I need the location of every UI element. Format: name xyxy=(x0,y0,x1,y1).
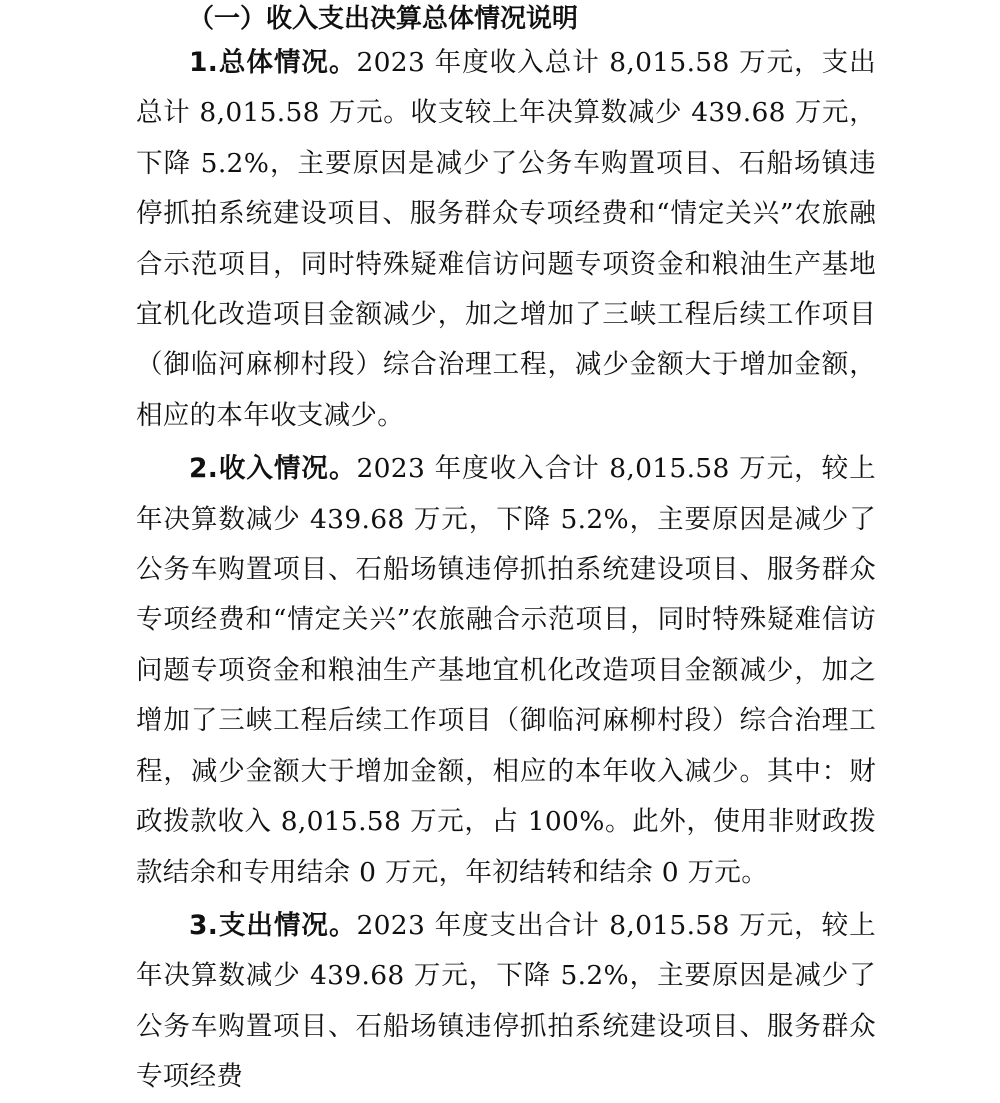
paragraph-lead-expense: 3.支出情况。 xyxy=(189,909,357,941)
paragraph-body-income: 2023 年度收入合计 8,015.58 万元，较上年决算数减少 439.68 万元，下降 5.2%，主要原因是减少了公务车购置项目、石船场镇违停抓拍系统建设项目、服务群众专项经费和“情定关兴”农旅融合示范项目，同时特殊疑难信访问题专项资金和粮油生产基地宜机化改造项目金额减少，加之增加了三峡工程后续工作项目（御临河麻柳村段）综合治理工程，减少金额大于增加金额，相应的本年收入减少。其中：财政拨款收入 8,015.58 万元，占 100%。此外，使用非财政拨款结余和专用结余 0 万元，年初结转和结余 0 万元。 xyxy=(136,453,876,888)
paragraph-lead-overall: 1.总体情况。 xyxy=(189,47,357,78)
paragraph-body-overall: 2023 年度收入总计 8,015.58 万元，支出总计 8,015.58 万元。收支较上年决算数减少 439.68 万元，下降 5.2%，主要原因是减少了公务车购置项目、石船场镇违停抓拍系统建设项目、服务群众专项经费和“情定关兴”农旅融合示范项目，同时特殊疑难信访问题专项资金和粮油生产基地宜机化改造项目金额减少，加之增加了三峡工程后续工作项目（御临河麻柳村段）综合治理工程，减少金额大于增加金额，相应的本年收支减少。 xyxy=(136,47,876,431)
paragraph-lead-income: 2.收入情况。 xyxy=(189,453,357,485)
paragraph-income xyxy=(136,444,876,898)
paragraph-expense xyxy=(136,901,876,1103)
paragraph-overall xyxy=(136,38,876,441)
document-page xyxy=(136,0,876,1103)
section-heading: （一）收入支出决算总体情况说明 xyxy=(188,4,579,34)
paragraph-body-expense: 2023 年度支出合计 8,015.58 万元，较上年决算数减少 439.68 万元，下降 5.2%，主要原因是减少了公务车购置项目、石船场镇违停抓拍系统建设项目、服务群众专项经费 xyxy=(136,909,876,1093)
